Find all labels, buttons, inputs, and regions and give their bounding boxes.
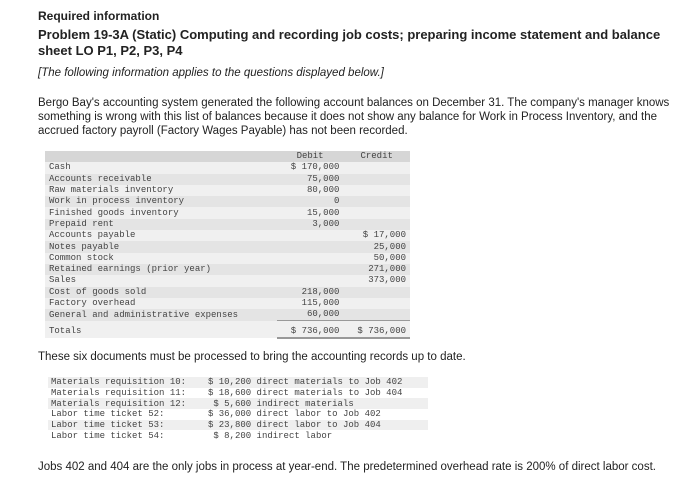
footer-text: Jobs 402 and 404 are the only jobs in process at year-end. The predetermined overhead rate is 200% of direct labor cost.: [38, 461, 656, 473]
problem-title: Problem 19-3A (Static) Computing and recording job costs; preparing income statement and balance sheet LO P1, P2, P3, P4: [38, 27, 661, 58]
table-row: [45, 162, 410, 173]
documents-table: [48, 377, 428, 441]
document-row: [48, 388, 428, 399]
table-row: [45, 174, 410, 185]
debit-value: 0: [333, 196, 340, 207]
table-row: [45, 309, 410, 321]
credit-value: [343, 185, 410, 196]
credit-value: [343, 309, 410, 321]
document-name: Materials requisition 12:: [51, 398, 187, 409]
table-row: [45, 196, 410, 207]
document-name: Materials requisition 11:: [51, 388, 187, 399]
table-header-row: [45, 151, 410, 162]
debit-value: 218,000: [301, 286, 340, 297]
table-row: [45, 275, 410, 286]
table-row: [45, 298, 410, 309]
account-name: Cash: [49, 162, 71, 173]
debit-value: $ 170,000: [290, 162, 340, 173]
account-balances-table: [45, 151, 410, 339]
account-name: General and administrative expenses: [49, 309, 239, 320]
document-row: [48, 430, 428, 441]
debit-value: [277, 275, 344, 286]
account-name: Factory overhead: [49, 298, 136, 308]
table-row: [45, 219, 410, 230]
debit-value: [277, 230, 344, 241]
credit-value: [343, 219, 410, 230]
document-description: $ 10,200 direct materials to Job 402: [207, 377, 403, 388]
debit-value: 3,000: [312, 218, 340, 229]
debit-value: 15,000: [306, 207, 340, 218]
required-information-heading: Required information: [38, 9, 160, 23]
credit-value: [343, 298, 410, 309]
document-name: Labor time ticket 53:: [51, 420, 165, 431]
document-description: $ 5,600 indirect materials: [207, 398, 354, 409]
document-name: Materials requisition 10:: [51, 377, 187, 388]
credit-total: $ 736,000: [343, 321, 410, 338]
account-name: Retained earnings (prior year): [49, 264, 212, 275]
credit-value: [343, 287, 410, 298]
document-row: [48, 377, 428, 388]
debit-value: 60,000: [277, 309, 344, 321]
document-name: Labor time ticket 52:: [51, 409, 165, 420]
credit-value: 25,000: [373, 241, 406, 252]
account-name: Work in process inventory: [49, 196, 185, 207]
document-description: $ 36,000 direct labor to Job 402: [207, 409, 381, 420]
table-row: [45, 287, 410, 298]
document-row: [48, 420, 428, 431]
account-name: Cost of goods sold: [49, 286, 147, 297]
totals-row: [45, 321, 410, 338]
table-row: [45, 230, 410, 241]
totals-label: Totals: [49, 325, 82, 336]
intro-paragraph: Bergo Bay's accounting system generated the following account balances on December 31. The company's manager knows something is wrong with this list of balances because it does not show any balance for Work in Process Inventory, and the accrued factory payroll (Factory Wages Payable) has not been recorded.: [38, 97, 670, 137]
debit-header: Debit: [277, 151, 344, 162]
six-documents-text: These six documents must be processed to bring the accounting records up to date.: [38, 351, 466, 363]
document-description: $ 18,600 direct materials to Job 404: [207, 388, 403, 399]
account-name: Common stock: [49, 252, 114, 263]
account-name: Sales: [49, 275, 77, 286]
credit-value: $ 17,000: [362, 230, 406, 241]
account-name: Raw materials inventory: [49, 185, 174, 196]
debit-value: 115,000: [301, 298, 340, 308]
document-description: $ 23,800 direct labor to Job 404: [207, 420, 381, 431]
debit-value: [277, 264, 344, 275]
debit-value: 80,000: [306, 185, 340, 196]
document-row: [48, 409, 428, 420]
credit-header: Credit: [343, 151, 410, 162]
table-row: [45, 207, 410, 218]
account-name: Prepaid rent: [49, 218, 114, 229]
document-description: $ 8,200 indirect labor: [207, 430, 333, 441]
table-row: [45, 185, 410, 196]
debit-total: $ 736,000: [277, 321, 344, 338]
table-row: [45, 264, 410, 275]
instruction-note: [The following information applies to the questions displayed below.]: [38, 67, 384, 79]
account-name: Accounts payable: [49, 230, 136, 241]
credit-value: 373,000: [368, 275, 406, 286]
account-name: Accounts receivable: [49, 173, 152, 184]
credit-value: [343, 207, 410, 218]
credit-value: 50,000: [373, 252, 406, 263]
account-name: Finished goods inventory: [49, 207, 179, 218]
table-row: [45, 241, 410, 252]
table-row: [45, 253, 410, 264]
account-name: Notes payable: [49, 241, 120, 252]
debit-value: [277, 253, 344, 264]
credit-value: [343, 162, 410, 173]
credit-value: [343, 174, 410, 185]
credit-value: 271,000: [368, 264, 406, 275]
credit-value: [343, 196, 410, 207]
debit-value: 75,000: [306, 173, 340, 184]
debit-value: [277, 241, 344, 252]
document-name: Labor time ticket 54:: [51, 430, 165, 441]
document-row: [48, 398, 428, 409]
